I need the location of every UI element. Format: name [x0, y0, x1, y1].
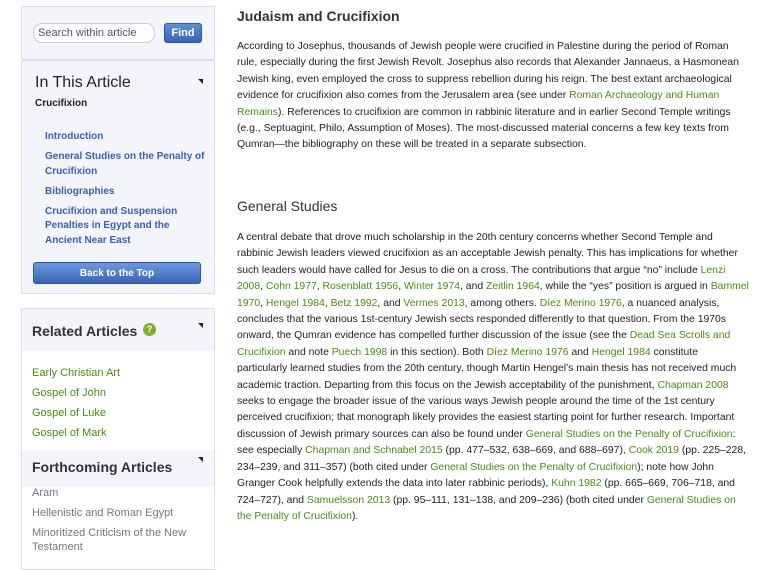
help-icon[interactable]: ? [143, 323, 156, 336]
related-item-early-christian-art[interactable]: Early Christian Art [32, 367, 121, 379]
forthcoming-item-minoritized-criticism: Minoritized Criticism of the New Testament [32, 527, 187, 553]
toc-subtitle: Crucifixion [35, 98, 88, 109]
text-run: , [260, 281, 266, 293]
text-run: ); note how John Granger Cook helpfully extends the data into later rabbinic periods), [237, 461, 714, 490]
text-run: , [398, 281, 404, 293]
forthcoming-articles-list [32, 486, 207, 560]
link-diez-merino-1976[interactable]: Díez Merino 1976 [486, 346, 569, 358]
collapse-arrow-icon[interactable] [198, 79, 203, 84]
link-chapman-schnabel-2015[interactable]: Chapman and Schnabel 2015 [305, 445, 443, 457]
text-run: , [260, 297, 266, 309]
toc-list [45, 130, 205, 254]
text-run: in this section). Both [387, 346, 487, 358]
related-articles-header [22, 309, 214, 351]
link-cook-2019[interactable]: Cook 2019 [628, 445, 679, 457]
text-run: , [324, 297, 331, 309]
text-run: , and [377, 297, 404, 309]
text-run: , among others. [464, 297, 540, 309]
link-zeitlin-1964[interactable]: Zeitlin 1964 [486, 281, 540, 293]
link-winter-1974[interactable]: Winter 1974 [404, 281, 461, 293]
related-item-gospel-of-john[interactable]: Gospel of John [32, 387, 106, 399]
link-general-studies-penalty[interactable]: General Studies on the Penalty of Crucifixion [237, 494, 736, 522]
link-general-studies-penalty[interactable]: General Studies on the Penalty of Crucifixion [430, 461, 638, 473]
link-general-studies-penalty[interactable]: General Studies on the Penalty of Crucifixion [525, 428, 733, 440]
text-run: (pp. 95–111, 131–138, and 209–236) (both cited under [390, 494, 647, 506]
collapse-arrow-icon[interactable] [198, 323, 203, 328]
text-run: and [568, 346, 592, 358]
paragraph-general-studies [237, 230, 749, 525]
toc-item-egypt-near-east[interactable]: Crucifixion and Suspension Penalties in Egypt and the Ancient Near East [45, 205, 178, 246]
text-run: (pp. 477–532, 638–669, and 688–697), [442, 445, 629, 457]
toc-item-bibliographies[interactable]: Bibliographies [45, 185, 115, 197]
forthcoming-articles-title: Forthcoming Articles [32, 459, 173, 475]
link-puech-1998[interactable]: Puech 1998 [331, 346, 388, 358]
text-run: ). [351, 510, 359, 522]
forthcoming-item-hellenistic-egypt: Hellenistic and Roman Egypt [32, 507, 174, 519]
link-lenzi-2008[interactable]: Lenzi 2008 [237, 264, 726, 293]
text-run: ). References to crucifixion are common in rabbinic literature and in earlier Second Temple writings (e.g., Septuagint, Philo, Assumption of Moses). The most-discussed material concerns a few key texts from Qumran—the bibliography on these will be treated in a separate subsection. [237, 106, 731, 151]
link-vermes-2013[interactable]: Vermes 2013 [403, 297, 465, 309]
related-articles-list [32, 363, 120, 443]
text-run: A central debate that drove much scholarship in the 20th century concerns whether Second Temple and rabbinic Jewish leaders viewed crucifixion as an acceptable Jewish penalty. This has implications for whether such leaders would have called for Jesus to die on a cross. The contributions that argue “no” include [237, 232, 738, 276]
in-this-article-panel [21, 60, 215, 294]
find-button[interactable]: Find [164, 23, 202, 43]
link-diez-merino-1976[interactable]: Díez Merino 1976 [539, 297, 622, 309]
link-dead-sea-scrolls[interactable]: Dead Sea Scrolls and Crucifixion [237, 330, 731, 358]
text-run: , a nuanced analysis, concludes that the various 1st-century Jewish sects responded differently to that question. From the 1970s onward, the Qumran evidence has compelled further discussion of the issue (see the [237, 297, 727, 342]
forthcoming-item-aram: Aram [32, 487, 59, 499]
text-run: (pp. 225–228, 234–239, and 311–357) (both cited under [237, 445, 746, 473]
section-heading-judaism: Judaism and Crucifixion [237, 8, 400, 24]
text-run: , [316, 281, 323, 293]
link-roman-archaeology[interactable]: Roman Archaeology and Human Remains [237, 90, 720, 118]
link-betz-1992[interactable]: Betz 1992 [330, 297, 378, 309]
toc-item-general-studies[interactable]: General Studies on the Penalty of Crucifixion [45, 151, 205, 177]
section-heading-general-studies: General Studies [237, 198, 338, 214]
related-articles-title: Related Articles [32, 323, 138, 339]
link-chapman-2008[interactable]: Chapman 2008 [657, 379, 729, 391]
link-bammel-1970[interactable]: Bammel 1970 [237, 281, 749, 309]
back-to-top-button[interactable]: Back to the Top [33, 262, 201, 284]
link-samuelsson-2013[interactable]: Samuelsson 2013 [306, 494, 391, 506]
paragraph-judaism [237, 39, 749, 154]
search-input[interactable] [33, 23, 155, 43]
link-hengel-1984[interactable]: Hengel 1984 [591, 346, 651, 358]
link-hengel-1984[interactable]: Hengel 1984 [265, 297, 325, 309]
text-run: : see especially [237, 428, 736, 457]
text-run: , while the “yes” position is argued in [539, 281, 711, 293]
related-articles-panel [21, 308, 215, 570]
related-item-gospel-of-mark[interactable]: Gospel of Mark [32, 427, 107, 439]
toc-title: In This Article [35, 74, 131, 91]
collapse-arrow-icon[interactable] [198, 457, 203, 462]
text-run: constitute particularly learned studies from the 20th century, though Martin Hengel’s main thesis has not received much academic traction. Departing from this focus on the Jewish acceptability of the punishment, [237, 346, 737, 391]
text-run: , and [460, 281, 487, 293]
search-panel [21, 6, 215, 60]
text-run: According to Josephus, thousands of Jewish people were crucified in Palestine during the period of Roman rule, especially during the first Jewish Revolt. Josephus also records that Alexander Jannaeus, a Hasmonean Jewish king, even employed the cross to suppress rebellion during his reign. The best extant archaeological evidence for crucifixion also comes from the Jerusalem area (see under [237, 41, 739, 102]
text-run: (pp. 665–669, 706–718, and 724–727), and [237, 478, 735, 506]
link-rosenblatt-1956[interactable]: Rosenblatt 1956 [322, 281, 399, 293]
text-run: and note [285, 346, 332, 358]
link-cohn-1977[interactable]: Cohn 1977 [265, 281, 317, 293]
forthcoming-articles-header [22, 451, 214, 487]
text-run: seeks to engage the broader issue of the various ways Jewish people around the time of the 1st century perceived crucifixion; that monograph likely provides the easiest starting point for further research. Important discussion of Jewish primary sources can also be found under [237, 396, 735, 440]
link-kuhn-1982[interactable]: Kuhn 1982 [551, 478, 602, 490]
related-item-gospel-of-luke[interactable]: Gospel of Luke [32, 407, 106, 419]
toc-item-introduction[interactable]: Introduction [45, 131, 104, 142]
